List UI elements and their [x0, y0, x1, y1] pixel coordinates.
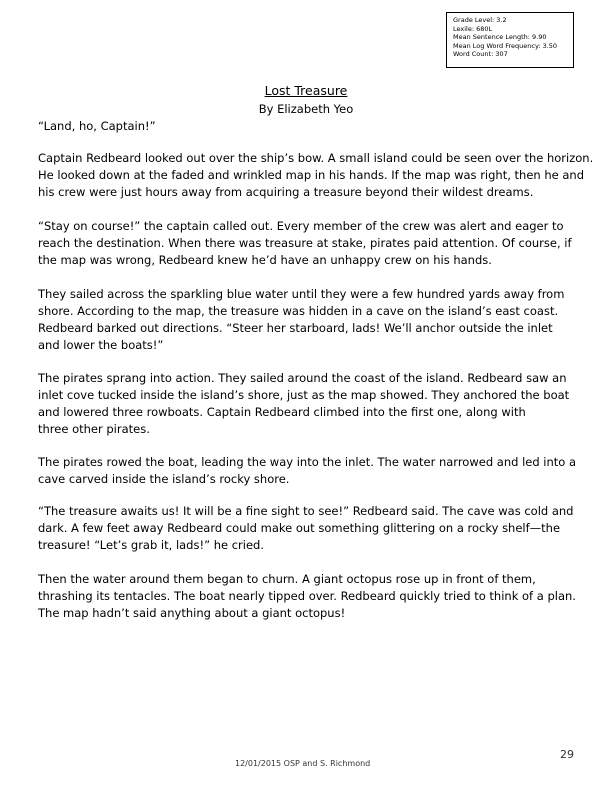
paragraph-line: treasure! “Let’s grab it, lads!” he cried. [38, 538, 264, 552]
paragraph-line: thrashing its tentacles. The boat nearly tipped over. Redbeard quickly tried to think of a plan. [38, 589, 576, 603]
paragraph-line: and lowered three rowboats. Captain Redbeard climbed into the first one, along with [38, 405, 526, 419]
paragraph-line: the map was wrong, Redbeard knew he’d have an unhappy crew on his hands. [38, 253, 492, 267]
paragraph-line: “The treasure awaits us! It will be a fine sight to see!” Redbeard said. The cave was cold and [38, 504, 574, 518]
paragraph-3 [38, 286, 583, 354]
paragraph-line: reach the destination. When there was treasure at stake, pirates paid attention. Of course, if [38, 236, 572, 250]
lexile: Lexile: 680L [453, 24, 493, 33]
paragraph-line: Redbeard barked out directions. “Steer her starboard, lads! We’ll anchor outside the inlet [38, 321, 553, 335]
paragraph-line: three other pirates. [38, 422, 150, 436]
story-byline: By Elizabeth Yeo [258, 102, 354, 116]
paragraph-line: inlet cove tucked inside the island’s shore, just as the map showed. They anchored the boat [38, 388, 570, 402]
page-number: 29 [560, 748, 574, 761]
opening-line: “Land, ho, Captain!” [38, 119, 156, 133]
readability-stats-box [446, 12, 574, 68]
paragraph-line: cave carved inside the island’s rocky shore. [38, 472, 290, 486]
paragraph-line: The pirates rowed the boat, leading the way into the inlet. The water narrowed and led into a [38, 455, 577, 469]
paragraph-line: dark. A few feet away Redbeard could make out something glittering on a rocky shelf—the [38, 521, 561, 535]
paragraph-line: and lower the boats!” [38, 338, 164, 352]
paragraph-line: They sailed across the sparkling blue water until they were a few hundred yards away from [38, 287, 565, 301]
paragraph-7 [38, 571, 583, 622]
paragraph-line: He looked down at the faded and wrinkled map in his hands. If the map was right, then he and [38, 168, 585, 182]
paragraph-line: Then the water around them began to churn. A giant octopus rose up in front of them, [38, 572, 536, 586]
mean-sentence-length: Mean Sentence Length: 9.90 [453, 33, 547, 42]
footer-date-credit: 12/01/2015 OSP and S. Richmond [235, 759, 371, 768]
paragraph-6 [38, 503, 583, 554]
paragraph-line: Captain Redbeard looked out over the ship’s bow. A small island could be seen over the horizon. [38, 151, 594, 165]
word-count: Word Count: 307 [453, 50, 508, 59]
paragraph-5 [38, 454, 583, 488]
grade-level: Grade Level: 3.2 [453, 16, 507, 24]
story-title: Lost Treasure [264, 83, 348, 98]
mean-log-word-frequency: Mean Log Word Frequency: 3.50 [453, 41, 558, 50]
paragraph-line: The pirates sprang into action. They sailed around the coast of the island. Redbeard saw an [38, 371, 567, 385]
paragraph-line: “Stay on course!” the captain called out. Every member of the crew was alert and eager to [38, 219, 564, 233]
paragraph-1 [38, 150, 594, 201]
paragraph-line: The map hadn’t said anything about a giant octopus! [38, 606, 346, 620]
paragraph-line: his crew were just hours away from acquiring a treasure beyond their wildest dreams. [38, 185, 534, 199]
paragraph-2 [38, 218, 583, 269]
paragraph-line: shore. According to the map, the treasure was hidden in a cave on the island’s east coast. [38, 304, 559, 318]
paragraph-4 [38, 370, 583, 438]
